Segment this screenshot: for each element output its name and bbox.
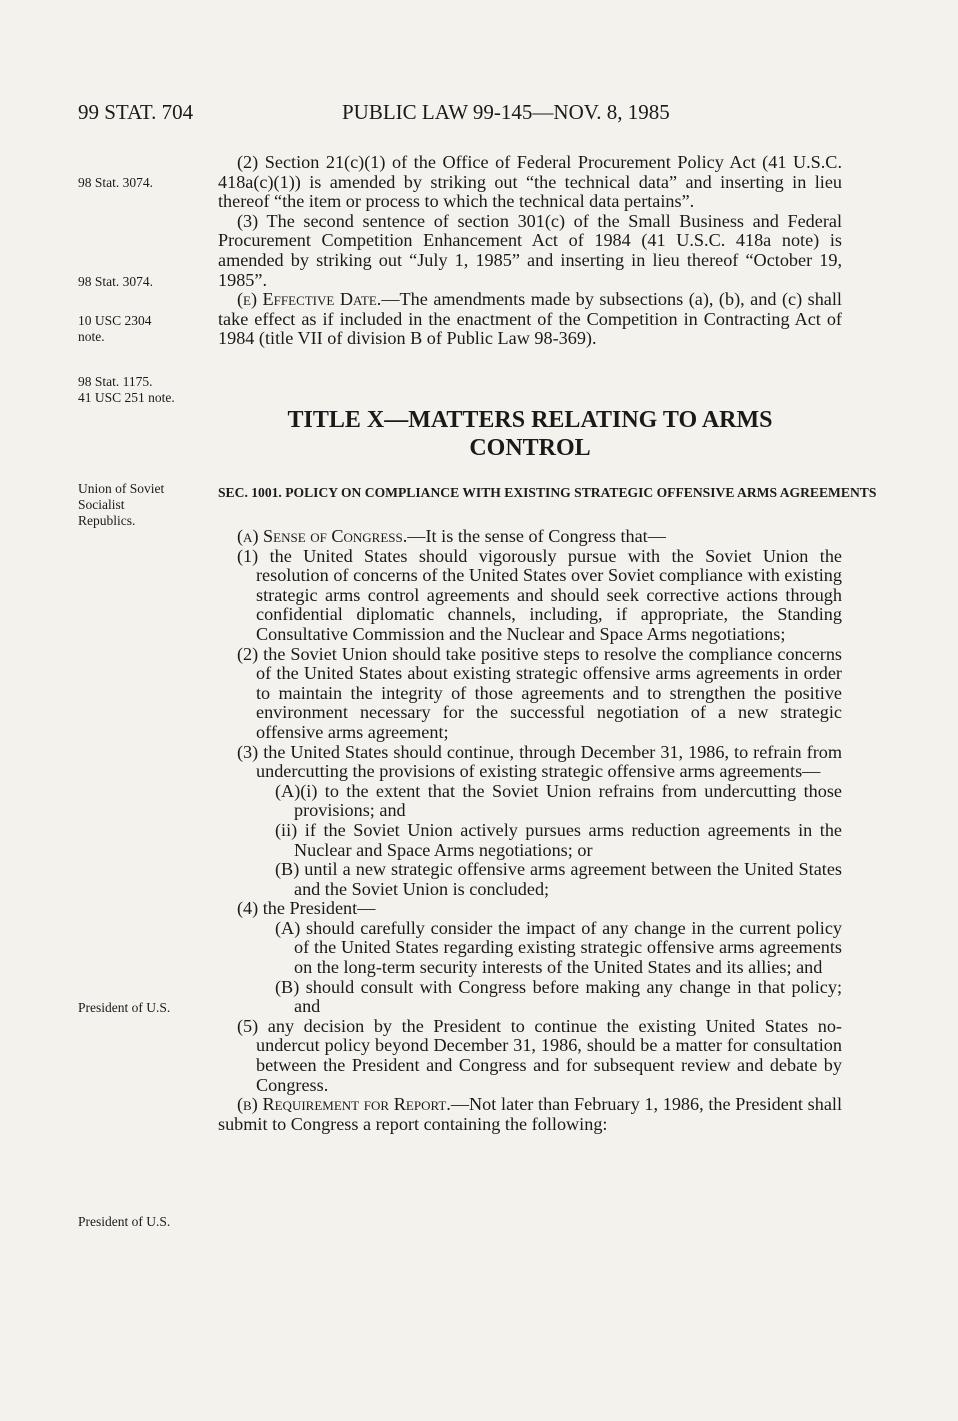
section-body xyxy=(218,527,842,1134)
subsection-text: —The amendments made by subsections (a), (b), and (c) shall take effect as if included in the enactment of the Competition in Contracting Act of 1984 (title VII of division B of Public Law 98-369). xyxy=(218,289,842,349)
margin-note: 98 Stat. 3074. xyxy=(78,175,154,190)
clause: (B) until a new strategic offensive arms agreement between the United States and the Soviet Union is concluded; xyxy=(275,859,842,899)
paragraph xyxy=(218,1095,842,1134)
paragraph: (2) Section 21(c)(1) of the Office of Federal Procurement Policy Act (41 U.S.C. 418a(c)(1)) is amended by striking out “the technical data” and inserting in lieu thereof “the item or process to which the technical data pertains”. xyxy=(218,152,842,212)
clause: (ii) if the Soviet Union actively pursues arms reduction agreements in the Nuclear and Space Arms negotiations; or xyxy=(275,819,842,860)
margin-note: Socialist xyxy=(78,497,125,512)
margin-note: President of U.S. xyxy=(78,1214,171,1229)
margin-note: 98 Stat. 3074. xyxy=(78,274,154,289)
margin-note: Republics. xyxy=(78,513,136,528)
clause: (3) the United States should continue, through December 31, 1986, to refrain from undercutting the provisions of existing strategic offensive arms agreements— xyxy=(237,741,842,782)
paragraph xyxy=(218,290,842,349)
margin-note: note. xyxy=(78,329,105,344)
subsection-label: (a) Sense of Congress. xyxy=(237,526,408,546)
clause: (B) should consult with Congress before making any change in that policy; and xyxy=(275,976,842,1017)
title-line: CONTROL xyxy=(469,435,591,461)
subsection-label: (e) Effective Date. xyxy=(237,289,382,310)
subsection-text: —Not later than February 1, 1986, the President shall submit to Congress a report containing the following: xyxy=(218,1094,842,1134)
clause: (A)(i) to the extent that the Soviet Union refrains from undercutting those provisions; and xyxy=(275,780,842,821)
title-line: TITLE X—MATTERS RELATING TO ARMS xyxy=(287,407,773,433)
margin-note: 98 Stat. 1175. xyxy=(78,374,153,389)
title-heading xyxy=(218,406,842,462)
paragraph: (3) The second sentence of section 301(c) of the Small Business and Federal Procurement Competition Enhancement Act of 1984 (41 U.S.C. 418a note) is amended by striking out “July 1, 1985” and inserting in lieu thereof “October 19, 1985”. xyxy=(218,210,842,290)
paragraph xyxy=(218,527,842,547)
page-header xyxy=(78,100,878,130)
clause: (5) any decision by the President to continue the existing United States no-undercut policy beyond December 31, 1986, should be a matter for consultation between the President and Congress and for subsequent review and debate by Congress. xyxy=(237,1015,842,1095)
margin-note: 41 USC 251 note. xyxy=(78,390,175,405)
margin-note: 10 USC 2304 xyxy=(78,313,152,328)
section-heading: SEC. 1001. POLICY ON COMPLIANCE WITH EXISTING STRATEGIC OFFENSIVE ARMS AGREEMENTS xyxy=(218,485,877,500)
margin-note: Union of Soviet xyxy=(78,481,165,496)
clause: (A) should carefully consider the impact of any change in the current policy of the United States regarding existing strategic offensive arms agreements on the long-term security interests of the United States and its allies; and xyxy=(275,917,842,978)
page-number: 99 STAT. 704 xyxy=(78,100,194,124)
subsection-label: (b) Requirement for Report. xyxy=(237,1094,451,1115)
clause: (2) the Soviet Union should take positive steps to resolve the compliance concerns of the United States about existing strategic offensive arms agreements in order to maintain the integrity of those agreements and to strengthen the positive environment necessary for the successful negotiation of a new strategic offensive arms agreement; xyxy=(237,643,842,742)
law-identifier: PUBLIC LAW 99-145—NOV. 8, 1985 xyxy=(342,100,670,124)
margin-note: President of U.S. xyxy=(78,1000,171,1015)
top-section xyxy=(218,153,842,349)
clause: (1) the United States should vigorously pursue with the Soviet Union the resolution of concerns of the United States over Soviet compliance with existing strategic arms control agreements and should seek corrective actions through confidential diplomatic channels, including, if appropriate, the Standing Consultative Commission and the Nuclear and Space Arms negotiations; xyxy=(237,545,842,644)
subsection-text: —It is the sense of Congress that— xyxy=(407,526,666,546)
clause: (4) the President— xyxy=(237,898,376,919)
